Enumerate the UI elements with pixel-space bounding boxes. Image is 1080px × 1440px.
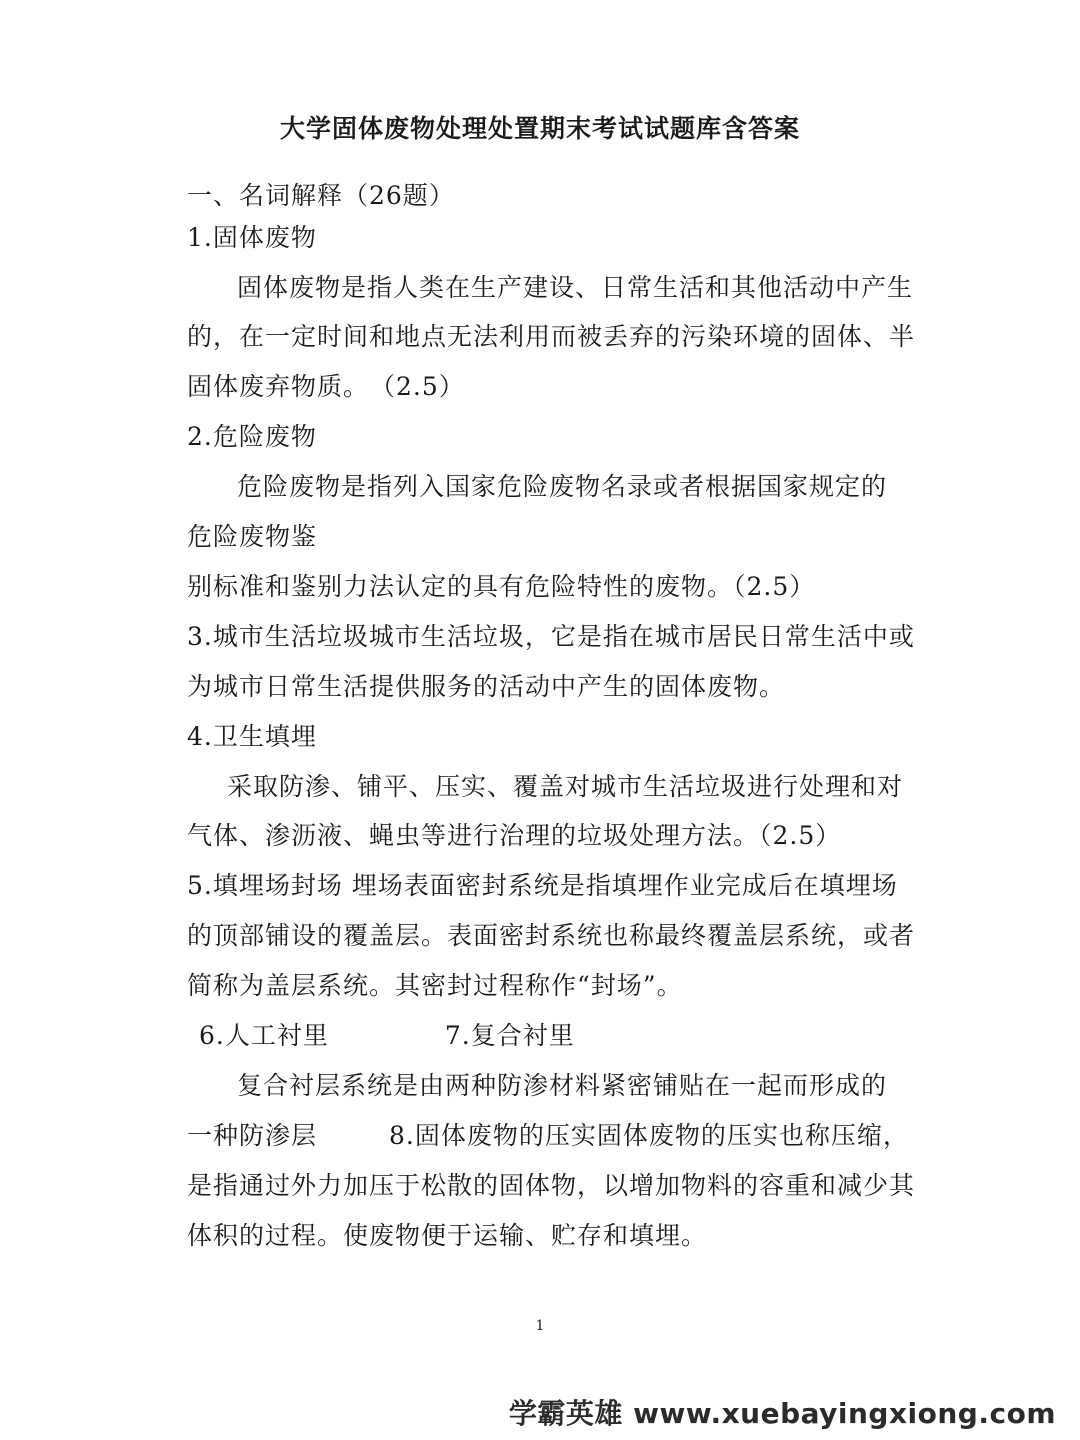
paragraph-line: 危险废物是指列入国家危险废物名录或者根据国家规定的 [237,472,888,501]
paragraph-fragment: 一种防渗层 [187,1121,318,1150]
term-heading-4: 4.卫生填埋 [187,722,317,751]
paragraph-line: 的，在一定时间和地点无法利用而被丢弃的污染环境的固体、半 [187,322,916,351]
paragraph-line: 别标准和鉴别力法认定的具有危险特性的废物。（2.5） [187,572,816,601]
page-title: 大学固体废物处理处置期末考试试题库含答案 [279,114,800,143]
paragraph-line: 固体废弃物质。 （2.5） [187,372,465,401]
paragraph-line: 气体、渗沥液、蝇虫等进行治理的垃圾处理方法。（2.5） [187,821,842,850]
term-heading-7: 7.复合衬里 [444,1021,575,1050]
paragraph-line: 3.城市生活垃圾城市生活垃圾，它是指在城市居民日常生活中或 [187,622,915,651]
term-heading-8: 8.固体废物的压实固体废物的压实也称压缩， [389,1121,909,1150]
term-heading-6: 6.人工衬里 [199,1021,329,1050]
paragraph-line [187,1120,909,1152]
paragraph-line: 危险废物鉴 [187,522,318,551]
paragraph-line: 的顶部铺设的覆盖层。表面密封系统也称最终覆盖层系统，或者 [187,921,916,950]
paragraph-line: 体积的过程。使废物便于运输、贮存和填埋。 [187,1221,708,1250]
paragraph-line: 是指通过外力加压于松散的固体物，以增加物料的容重和减少其 [187,1171,916,1200]
section-heading: 一、名词解释（26题） [187,181,455,210]
paragraph-line: 5.填埋场封场 埋场表面密封系统是指填埋作业完成后在填埋场 [187,871,898,900]
paragraph-line: 采取防渗、铺平、压实、覆盖对城市生活垃圾进行处理和对 [227,772,904,801]
term-heading-2: 2.危险废物 [187,422,317,451]
page-number: 1 [535,1318,545,1334]
watermark: 学霸英雄 www.xuebayingxiong.com [508,1397,1056,1430]
paragraph-line: 固体废物是指人类在生产建设、日常生活和其他活动中产生 [237,273,914,302]
paragraph-line: 复合衬层系统是由两种防渗材料紧密铺贴在一起而形成的 [237,1071,888,1100]
term-heading-1: 1.固体废物 [187,223,317,252]
paragraph-line: 为城市日常生活提供服务的活动中产生的固体废物。 [187,672,786,701]
term-headings-6-7 [199,1020,575,1052]
paragraph-line: 简称为盖层系统。其密封过程称作“封场”。 [187,971,683,1000]
